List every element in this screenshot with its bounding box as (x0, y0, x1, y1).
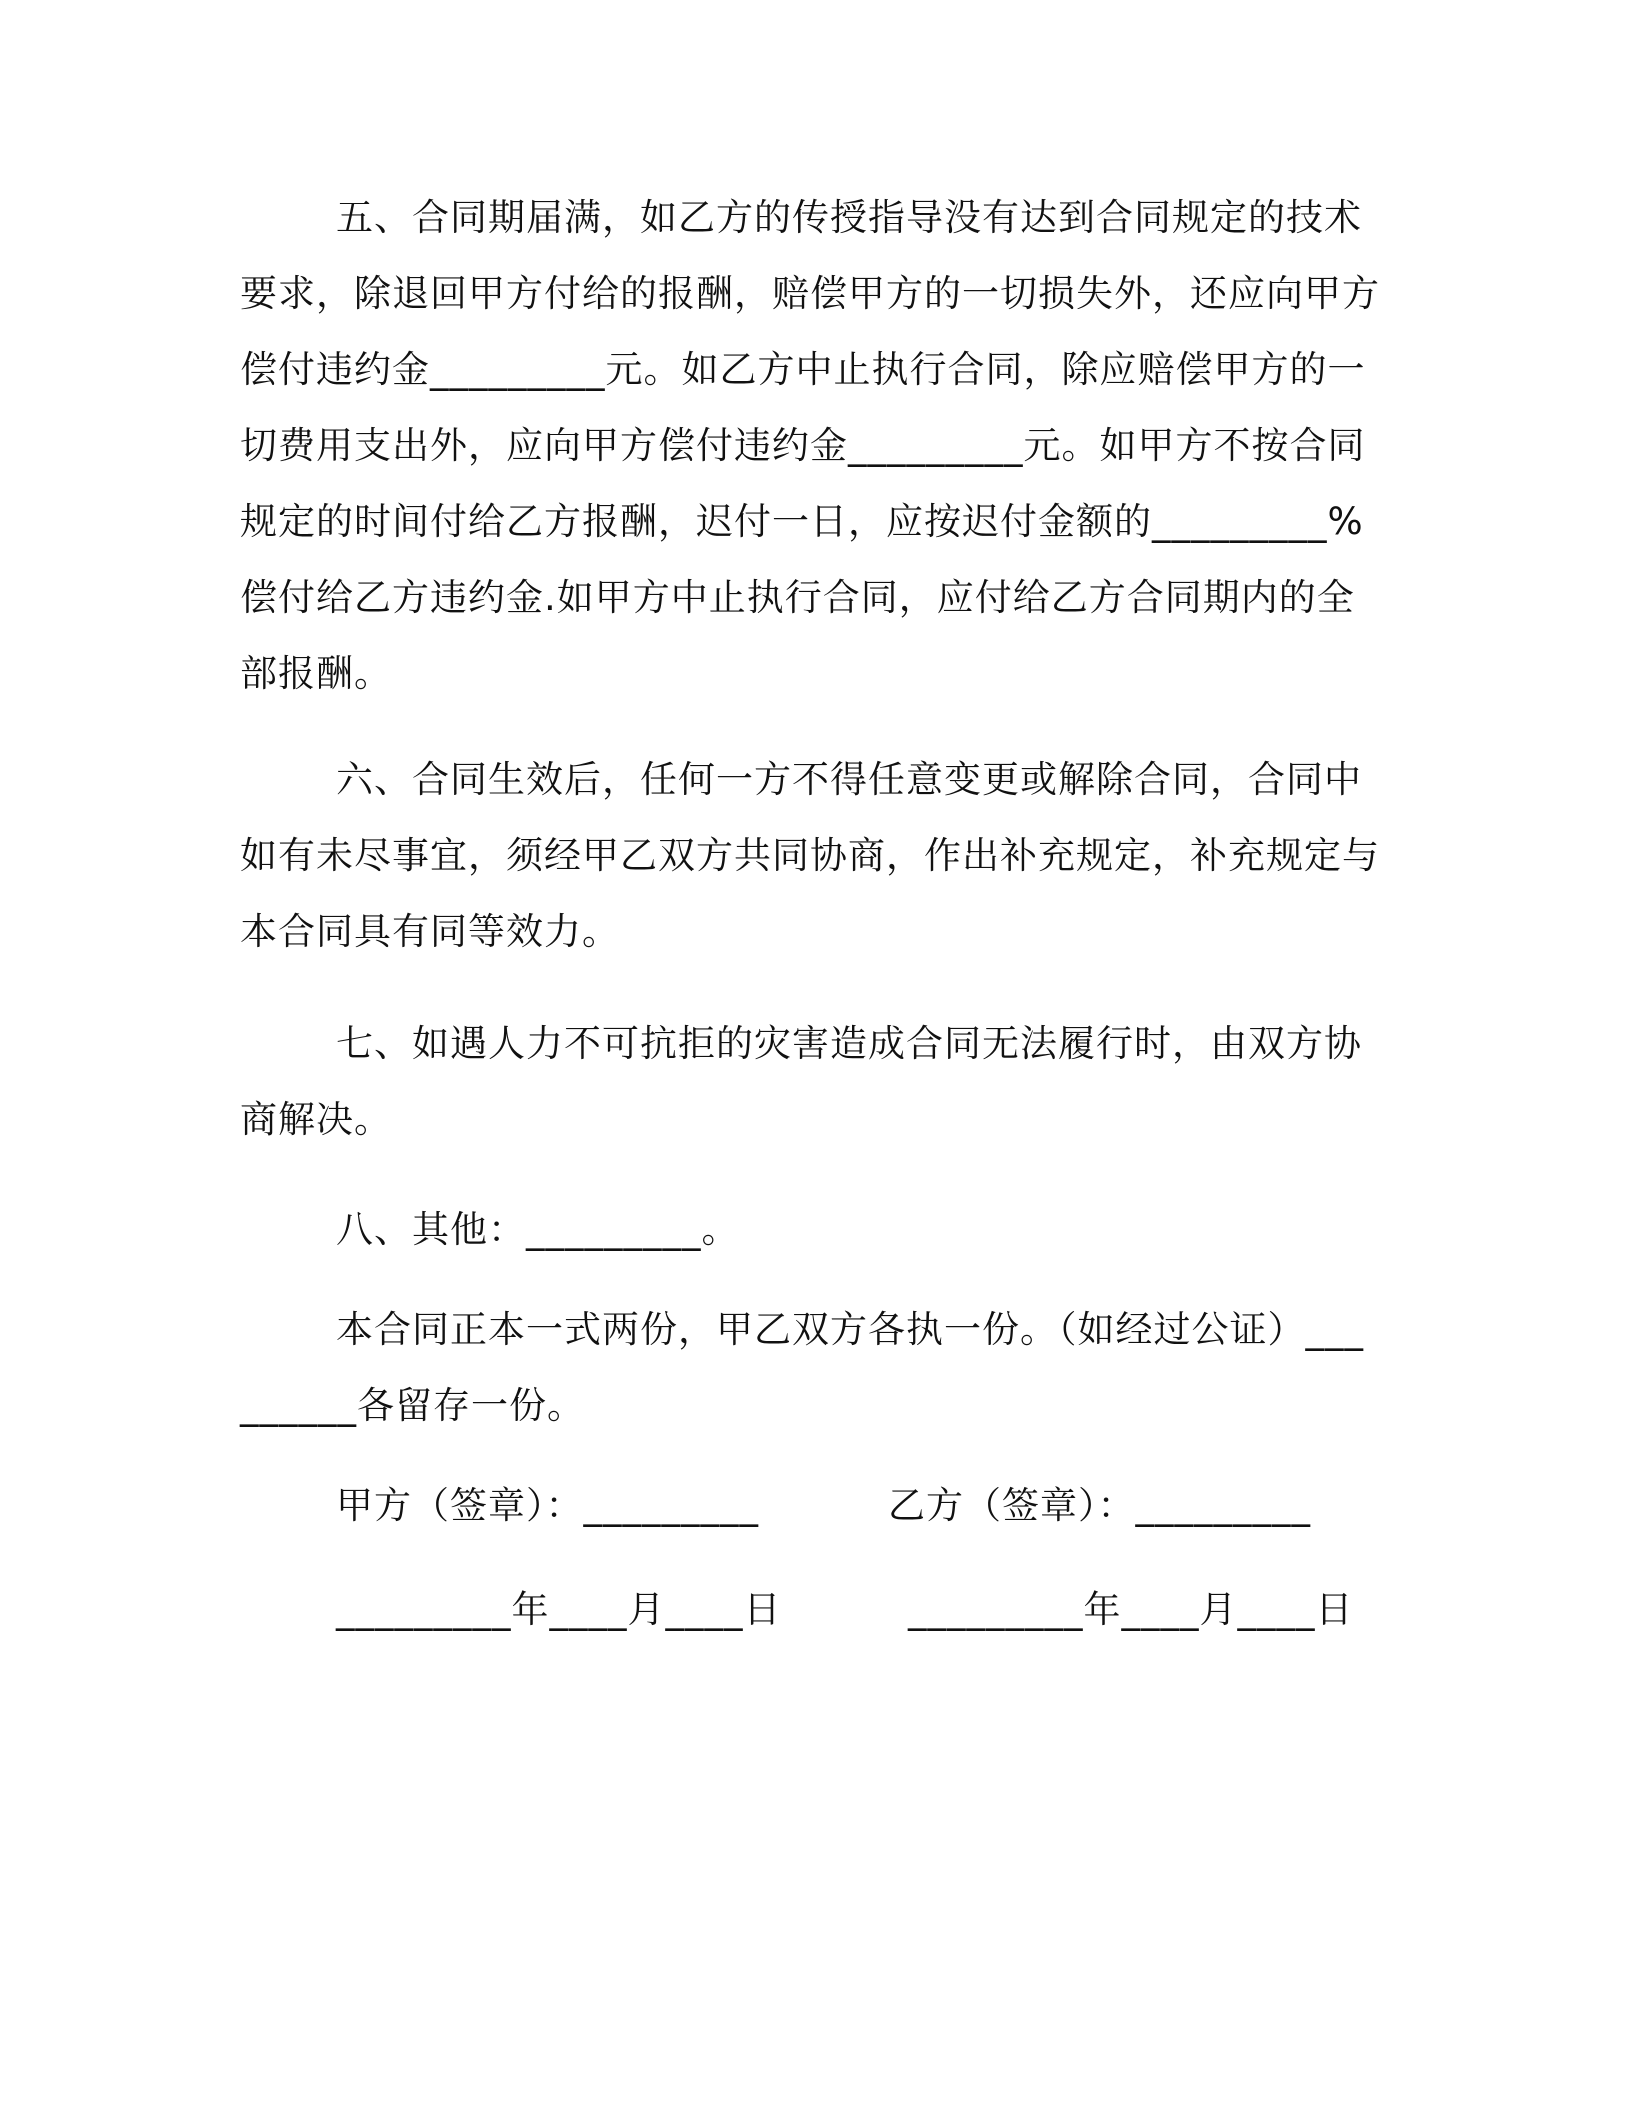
clause-six (240, 742, 1380, 970)
party-a-date: _________年____月____日 (336, 1588, 782, 1631)
clause-eight (240, 1192, 1380, 1268)
clause-five (240, 180, 1380, 712)
clause-seven-text: 七、如遇人力不可抗拒的灾害造成合同无法履行时，由双方协商解决。 (240, 1022, 1362, 1141)
clause-five-text: 五、合同期届满，如乙方的传授指导没有达到合同规定的技术要求，除退回甲方付给的报酬，赔偿甲方的一切损失外，还应向甲方偿付违约金_________元。如乙方中止执行合同，除应赔偿甲方的一切费用支出外，应向甲方偿付违约金_________元。如甲方不按合同规定的时间付给乙方报酬，迟付一日，应按迟付金额的_________%偿付给乙方违约金.如甲方中止执行合同，应付给乙方合同期内的全部报酬。 (240, 196, 1380, 695)
party-b-date: _________年____月____日 (908, 1588, 1354, 1631)
party-a-signature: 甲方（签章）：_________ (336, 1484, 759, 1527)
copies-clause-text: 本合同正本一式两份，甲乙双方各执一份。（如经过公证）_________各留存一份。 (240, 1308, 1364, 1427)
clause-eight-text: 八、其他：_________。 (336, 1208, 740, 1251)
copies-clause (240, 1292, 1380, 1444)
party-b-signature: 乙方（签章）：_________ (888, 1484, 1311, 1527)
clause-six-text: 六、合同生效后，任何一方不得任意变更或解除合同，合同中如有未尽事宜，须经甲乙双方共同协商，作出补充规定，补充规定与本合同具有同等效力。 (240, 758, 1380, 953)
clause-seven (240, 1006, 1380, 1158)
